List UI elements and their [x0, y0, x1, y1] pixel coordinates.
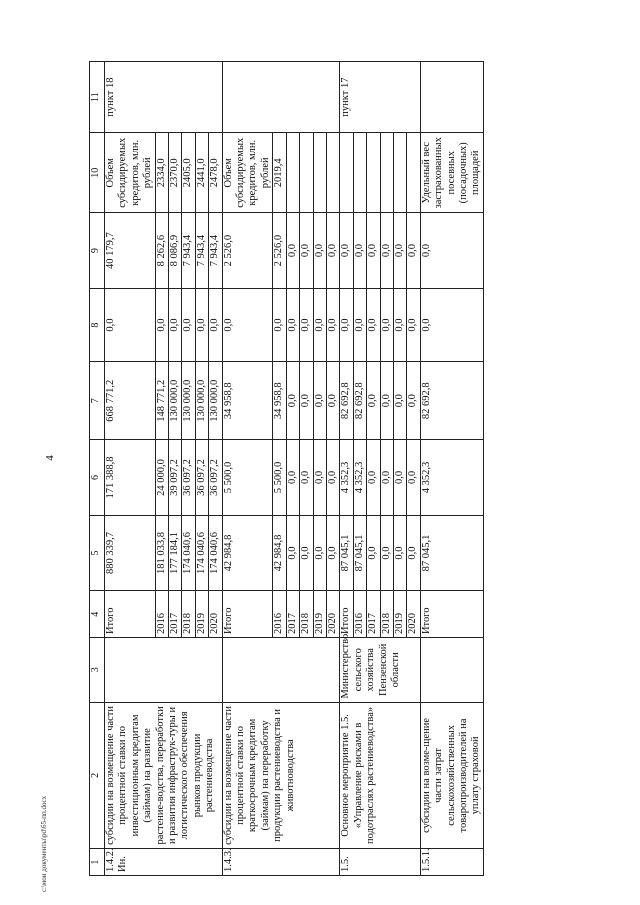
amount-cell: 0,0	[340, 213, 353, 289]
amount-cell: 0,0	[380, 362, 393, 440]
amount-cell: 0,0	[300, 515, 313, 591]
amount-cell: 87 045,1	[353, 515, 366, 591]
amount-cell: 0,0	[393, 362, 406, 440]
indicator-value	[313, 133, 326, 213]
indicator-value: 2370,0	[169, 133, 182, 213]
amount-cell: 0,0	[286, 515, 299, 591]
amount-cell: 5 500,0	[222, 440, 273, 516]
amount-cell: 0,0	[313, 213, 326, 289]
amount-cell: 0,0	[273, 288, 286, 361]
amount-cell: 0,0	[420, 288, 483, 361]
amount-cell: 42 984,8	[222, 515, 273, 591]
amount-cell: 36 097,2	[209, 440, 222, 516]
amount-cell: 7 943,4	[195, 213, 208, 289]
responsible-org	[105, 638, 223, 702]
indicator-value	[300, 133, 313, 213]
item-number: 1.4.2. Ин.	[105, 849, 223, 876]
reference-point	[222, 62, 340, 133]
amount-cell: 181 033,8	[155, 515, 168, 591]
amount-cell: 0,0	[380, 515, 393, 591]
table-row	[222, 62, 273, 876]
header-cell: 8	[90, 288, 105, 361]
item-description: субсидии на возме-щение части затрат сельскохозяйственных товаропроизводителей на уплату страховой	[420, 702, 483, 849]
amount-cell: 0,0	[407, 440, 420, 516]
amount-cell: 0,0	[105, 288, 156, 361]
amount-cell: 0,0	[313, 288, 326, 361]
amount-cell: 0,0	[313, 515, 326, 591]
indicator-value	[393, 133, 406, 213]
amount-cell: 148 771,2	[155, 362, 168, 440]
header-cell: 6	[90, 440, 105, 516]
amount-cell: 0,0	[209, 288, 222, 361]
item-number: 1.5.1.	[420, 849, 483, 876]
year-cell: 2018	[380, 591, 393, 638]
amount-cell: 82 692,8	[420, 362, 483, 440]
page-number: 4	[44, 455, 56, 461]
year-cell: Итого	[340, 591, 353, 638]
amount-cell: 0,0	[380, 288, 393, 361]
amount-cell: 130 000,0	[195, 362, 208, 440]
year-cell: 2019	[195, 591, 208, 638]
footer-path: c:\мои документы\pd\65-пп.docx	[40, 795, 49, 893]
responsible-org	[420, 638, 483, 702]
amount-cell: 0,0	[300, 362, 313, 440]
budget-table	[89, 61, 484, 876]
year-cell: Итого	[105, 591, 156, 638]
item-description: субсидии на возмещение части процентной ставки по инвестиционным кредитам (займам) на развитие растение-водства, переработки и развития инфраструк-туры и логистического обеспечения рынков продукции растениеводства	[105, 702, 223, 849]
amount-cell: 7 943,4	[209, 213, 222, 289]
indicator-value	[353, 133, 366, 213]
indicator-value: 2019,4	[273, 133, 286, 213]
amount-cell: 0,0	[326, 440, 339, 516]
reference-point: пункт 18	[105, 62, 223, 133]
amount-cell: 24 000,0	[155, 440, 168, 516]
year-cell: 2019	[313, 591, 326, 638]
amount-cell: 0,0	[367, 515, 380, 591]
header-cell: 10	[90, 133, 105, 213]
header-cell: 3	[90, 638, 105, 702]
amount-cell: 4 352,3	[340, 440, 353, 516]
header-cell: 5	[90, 515, 105, 591]
reference-point	[420, 62, 483, 133]
year-cell: 2016	[155, 591, 168, 638]
amount-cell: 87 045,1	[340, 515, 353, 591]
amount-cell: 0,0	[169, 288, 182, 361]
reference-point: пункт 17	[340, 62, 420, 133]
amount-cell: 0,0	[367, 288, 380, 361]
indicator-value	[380, 133, 393, 213]
amount-cell: 36 097,2	[182, 440, 195, 516]
amount-cell: 0,0	[340, 288, 353, 361]
indicator-value: 2334,0	[155, 133, 168, 213]
indicator-label: Удельный вес застрахованных посевных (посадочных) площадей	[420, 133, 483, 213]
amount-cell: 0,0	[286, 440, 299, 516]
amount-cell: 0,0	[222, 288, 273, 361]
item-description: Основное мероприятие 1.5. «Управление рисками в подотраслях растениеводства»	[340, 702, 420, 849]
amount-cell: 36 097,2	[195, 440, 208, 516]
header-row	[90, 62, 105, 876]
amount-cell: 0,0	[367, 440, 380, 516]
amount-cell: 130 000,0	[169, 362, 182, 440]
amount-cell: 34 958,8	[273, 362, 286, 440]
year-cell: 2019	[393, 591, 406, 638]
indicator-value	[286, 133, 299, 213]
amount-cell: 0,0	[300, 288, 313, 361]
amount-cell: 130 000,0	[182, 362, 195, 440]
indicator-label	[340, 133, 353, 213]
indicator-value	[407, 133, 420, 213]
amount-cell: 130 000,0	[209, 362, 222, 440]
amount-cell: 0,0	[300, 213, 313, 289]
amount-cell: 0,0	[380, 440, 393, 516]
year-cell: 2017	[169, 591, 182, 638]
amount-cell: 2 526,0	[273, 213, 286, 289]
rotated-table-container	[89, 61, 614, 876]
amount-cell: 174 040,6	[209, 515, 222, 591]
table-row	[420, 62, 483, 876]
header-cell: 11	[90, 62, 105, 133]
amount-cell: 8 086,9	[169, 213, 182, 289]
year-cell: 2017	[286, 591, 299, 638]
amount-cell: 0,0	[286, 288, 299, 361]
table-row	[340, 62, 353, 876]
amount-cell: 5 500,0	[273, 440, 286, 516]
item-description: субсидии на возмещение части процентной ставки по краткосрочным кредитам (займам) на переработку продукции растениеводства и животноводства	[222, 702, 340, 849]
amount-cell: 34 958,8	[222, 362, 273, 440]
amount-cell: 82 692,8	[340, 362, 353, 440]
amount-cell: 0,0	[407, 515, 420, 591]
amount-cell: 0,0	[326, 288, 339, 361]
amount-cell: 0,0	[380, 213, 393, 289]
amount-cell: 880 339,7	[105, 515, 156, 591]
amount-cell: 174 040,6	[195, 515, 208, 591]
amount-cell: 0,0	[300, 440, 313, 516]
amount-cell: 4 352,3	[420, 440, 483, 516]
year-cell: Итого	[420, 591, 483, 638]
year-cell: 2017	[367, 591, 380, 638]
year-cell: 2020	[209, 591, 222, 638]
year-cell: 2020	[326, 591, 339, 638]
amount-cell: 39 097,2	[169, 440, 182, 516]
indicator-value	[367, 133, 380, 213]
header-cell: 9	[90, 213, 105, 289]
amount-cell: 4 352,3	[353, 440, 366, 516]
amount-cell: 171 388,8	[105, 440, 156, 516]
amount-cell: 0,0	[407, 288, 420, 361]
header-cell: 4	[90, 591, 105, 638]
amount-cell: 0,0	[326, 362, 339, 440]
amount-cell: 0,0	[182, 288, 195, 361]
year-cell: 2020	[407, 591, 420, 638]
amount-cell: 0,0	[353, 288, 366, 361]
indicator-label: Объем субсидируемых кредитов, млн. рублей	[222, 133, 273, 213]
amount-cell: 0,0	[195, 288, 208, 361]
header-cell: 2	[90, 702, 105, 849]
amount-cell: 0,0	[407, 362, 420, 440]
amount-cell: 2 526,0	[222, 213, 273, 289]
item-number: 1.4.3.	[222, 849, 340, 876]
item-number: 1.5.	[340, 849, 420, 876]
amount-cell: 0,0	[393, 440, 406, 516]
amount-cell: 0,0	[286, 213, 299, 289]
amount-cell: 0,0	[393, 213, 406, 289]
amount-cell: 0,0	[286, 362, 299, 440]
amount-cell: 0,0	[393, 515, 406, 591]
amount-cell: 668 771,2	[105, 362, 156, 440]
indicator-value: 2478,0	[209, 133, 222, 213]
year-cell: 2016	[353, 591, 366, 638]
amount-cell: 0,0	[367, 362, 380, 440]
amount-cell: 0,0	[313, 362, 326, 440]
amount-cell: 0,0	[353, 213, 366, 289]
indicator-value: 2441,0	[195, 133, 208, 213]
amount-cell: 82 692,8	[353, 362, 366, 440]
year-cell: Итого	[222, 591, 273, 638]
amount-cell: 0,0	[367, 213, 380, 289]
year-cell: 2016	[273, 591, 286, 638]
year-cell: 2018	[182, 591, 195, 638]
indicator-value: 2405,0	[182, 133, 195, 213]
header-cell: 1	[90, 849, 105, 876]
amount-cell: 177 184,1	[169, 515, 182, 591]
amount-cell: 0,0	[326, 213, 339, 289]
responsible-org: Министерство сельского хозяйства Пензенской области	[340, 638, 420, 702]
amount-cell: 174 040,6	[182, 515, 195, 591]
amount-cell: 40 179,7	[105, 213, 156, 289]
header-cell: 7	[90, 362, 105, 440]
amount-cell: 0,0	[155, 288, 168, 361]
table-row	[105, 62, 156, 876]
amount-cell: 87 045,1	[420, 515, 483, 591]
indicator-value	[326, 133, 339, 213]
responsible-org	[222, 638, 340, 702]
amount-cell: 0,0	[393, 288, 406, 361]
amount-cell: 0,0	[420, 213, 483, 289]
amount-cell: 0,0	[326, 515, 339, 591]
amount-cell: 7 943,4	[182, 213, 195, 289]
amount-cell: 42 984,8	[273, 515, 286, 591]
amount-cell: 8 262,6	[155, 213, 168, 289]
year-cell: 2018	[300, 591, 313, 638]
indicator-label: Объем субсидируемых кредитов, млн. рублей	[105, 133, 156, 213]
amount-cell: 0,0	[313, 440, 326, 516]
amount-cell: 0,0	[407, 213, 420, 289]
